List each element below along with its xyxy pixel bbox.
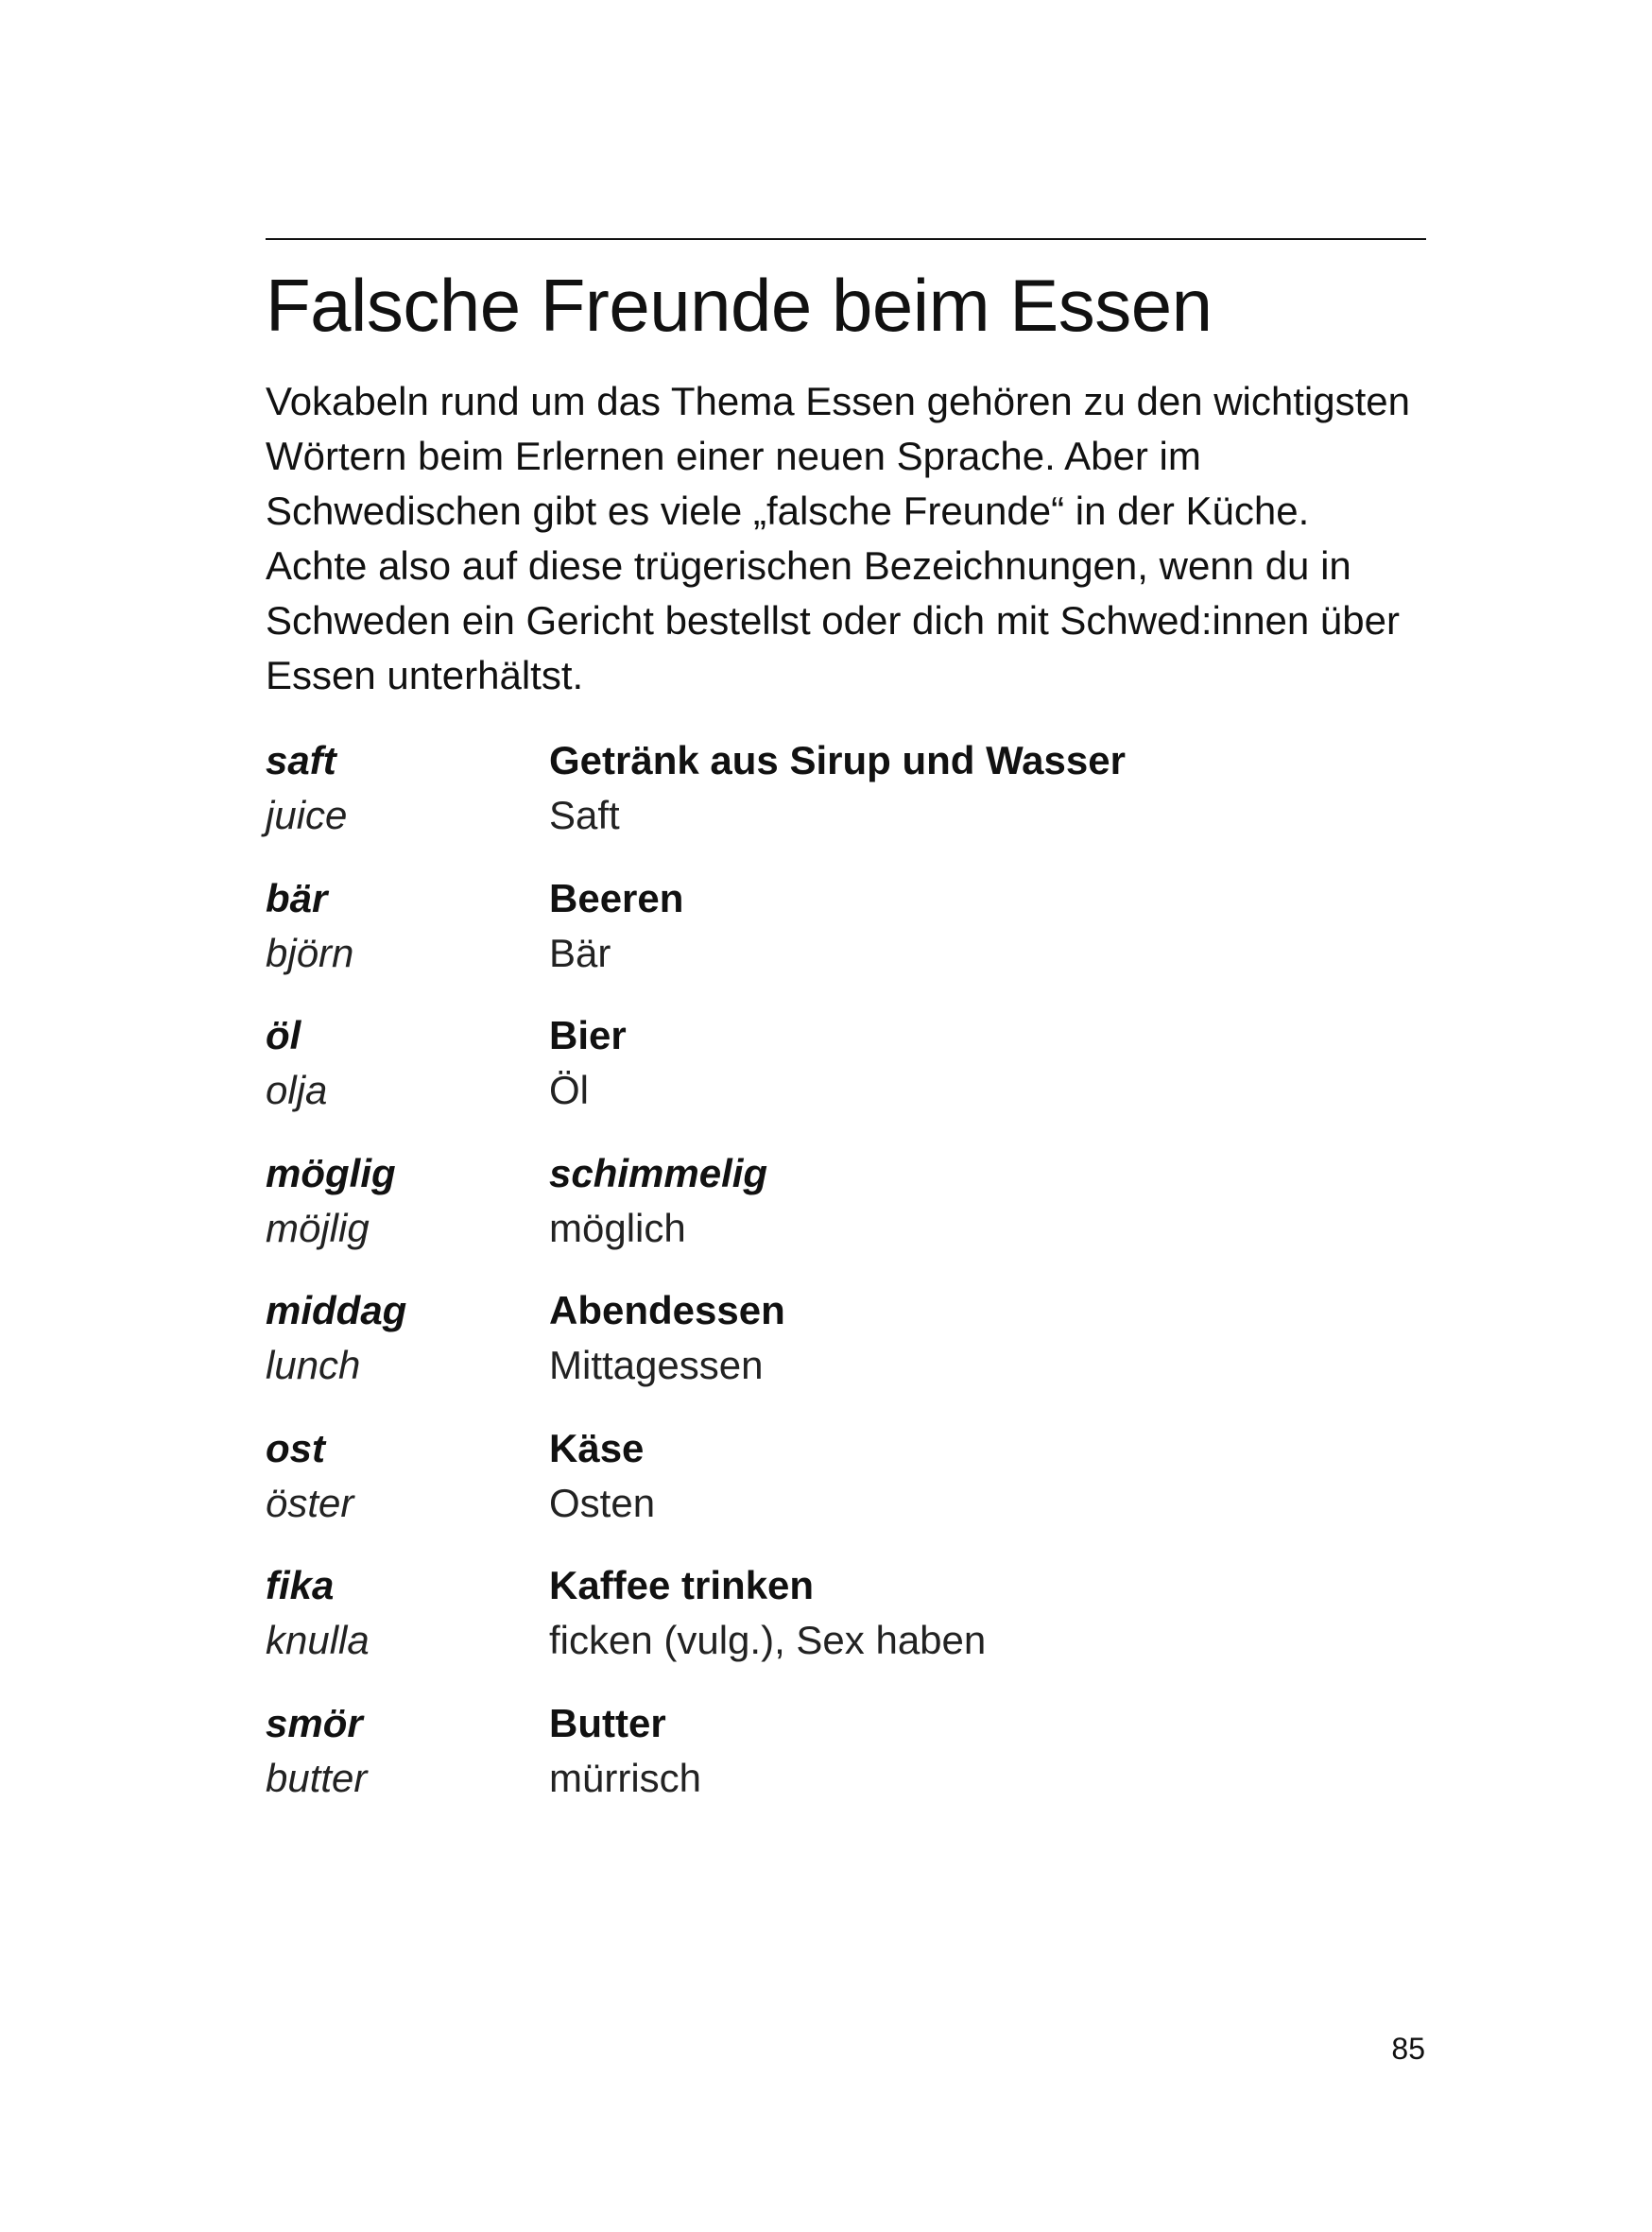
intro-line: Vokabeln rund um das Thema Essen gehören zu den wichtigsten [266,379,1410,423]
vocab-entry [266,1421,1437,1531]
german-false-friend: ficken (vulg.), Sex haben [549,1618,987,1662]
german-meaning: Getränk aus Sirup und Wasser [549,738,1126,782]
page-title: Falsche Freunde beim Essen [266,264,1213,347]
vocab-entry [266,1008,1437,1118]
intro-line: Wörtern beim Erlernen einer neuen Sprache. Aber im [266,434,1201,478]
intro-paragraph [266,374,1437,703]
page-number: 85 [1391,2032,1425,2066]
swedish-false-friend-translation: lunch [266,1343,361,1387]
swedish-word: ost [266,1425,325,1470]
top-rule [266,238,1426,240]
vocab-entry [266,1146,1437,1256]
german-meaning: Beeren [549,875,684,920]
german-false-friend: mürrisch [549,1755,702,1800]
swedish-false-friend-translation: knulla [266,1618,370,1662]
swedish-false-friend-translation: öster [266,1480,354,1525]
swedish-word: bär [266,875,328,920]
german-false-friend: Saft [549,793,620,837]
german-false-friend: Bär [549,930,611,975]
swedish-word: fika [266,1563,335,1607]
swedish-word: smör [266,1700,363,1745]
vocab-entry [266,1283,1437,1393]
swedish-false-friend-translation: juice [266,793,348,837]
german-meaning: Käse [549,1425,645,1470]
german-meaning: schimmelig [549,1150,768,1195]
swedish-false-friend-translation: butter [266,1755,368,1800]
intro-line: Essen unterhältst. [266,653,584,697]
german-meaning: Abendessen [549,1288,785,1332]
swedish-word: middag [266,1288,407,1332]
swedish-false-friend-translation: möjlig [266,1205,370,1250]
german-meaning: Butter [549,1700,666,1745]
vocab-entry [266,1696,1437,1806]
german-meaning: Bier [549,1013,627,1057]
vocab-entry [266,733,1437,843]
german-false-friend: Mittagessen [549,1343,764,1387]
vocab-entry [266,1558,1437,1668]
swedish-false-friend-translation: björn [266,930,354,975]
swedish-word: saft [266,738,336,782]
german-meaning: Kaffee trinken [549,1563,815,1607]
vocabulary-list [266,733,1437,1833]
intro-line: Achte also auf diese trügerischen Bezeichnungen, wenn du in [266,543,1351,588]
swedish-word: öl [266,1013,301,1057]
intro-line: Schwedischen gibt es viele „falsche Freunde“ in der Küche. [266,489,1310,533]
german-false-friend: Osten [549,1480,656,1525]
vocab-entry [266,871,1437,981]
swedish-false-friend-translation: olja [266,1068,328,1112]
swedish-word: möglig [266,1150,396,1195]
german-false-friend: Öl [549,1068,589,1112]
german-false-friend: möglich [549,1205,686,1250]
intro-line: Schweden ein Gericht bestellst oder dich mit Schwed:innen über [266,598,1400,643]
